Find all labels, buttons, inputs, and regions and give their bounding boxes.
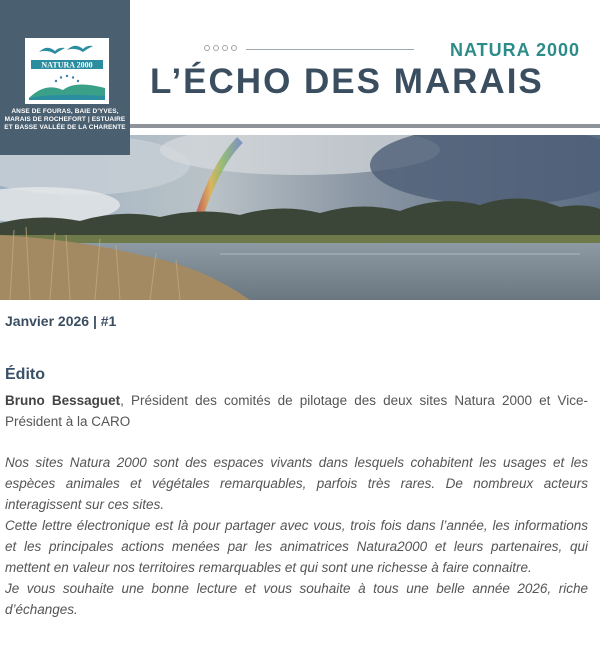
dot-icon: [213, 45, 219, 51]
edito-title: Édito: [5, 366, 45, 383]
edito-author: Bruno Bessaguet: [5, 393, 121, 408]
title-divider: [130, 124, 600, 128]
newsletter-subtitle: NATURA 2000: [449, 40, 580, 60]
natura-logo-icon: [25, 38, 109, 104]
edito-body: [5, 452, 588, 620]
dot-icon: [204, 45, 210, 51]
logo-text: NATURA 2000: [41, 60, 93, 70]
edito-paragraph: Cette lettre électronique est là pour partager avec vous, trois fois dans l’année, les informations et les principales actions menées par les animatrices Natura2000 et leurs partenaires, qui mettent en valeur nos territoires remarquables et qui sont une richesse à faire connaitre.: [5, 518, 588, 575]
natura-2000-logo: [25, 38, 109, 104]
logo-panel: [0, 0, 130, 155]
edito-intro: [5, 390, 588, 432]
issue-label: Janvier 2026 | #1: [5, 313, 117, 329]
edito-paragraph: Je vous souhaite une bonne lecture et vous souhaite à tous une belle année 2026, riche d’échanges.: [5, 581, 588, 617]
landscape-photo-icon: [0, 135, 600, 300]
banner-image: [0, 135, 600, 300]
dot-icon: [231, 45, 237, 51]
newsletter-title: L’ÉCHO DES MARAIS: [150, 62, 544, 101]
decorative-line: [246, 49, 414, 50]
newsletter-header: [0, 0, 600, 135]
edito-author-role: , Président des comités de pilotage des deux sites Natura 2000 et Vice-Président à la CARO: [5, 393, 588, 429]
logo-caption: ANSE DE FOURAS, BAIE D'YVES, MARAIS DE ROCHEFORT | ESTUAIRE ET BASSE VALLÉE DE LA CHARENTE: [4, 108, 126, 131]
decorative-dots: [204, 45, 237, 51]
dot-icon: [222, 45, 228, 51]
edito-paragraph: Nos sites Natura 2000 sont des espaces vivants dans lesquels cohabitent les usages et les espèces animales et végétales remarquables, parfois très rares. De nombreux acteurs interagissent sur ces sites.: [5, 455, 588, 512]
